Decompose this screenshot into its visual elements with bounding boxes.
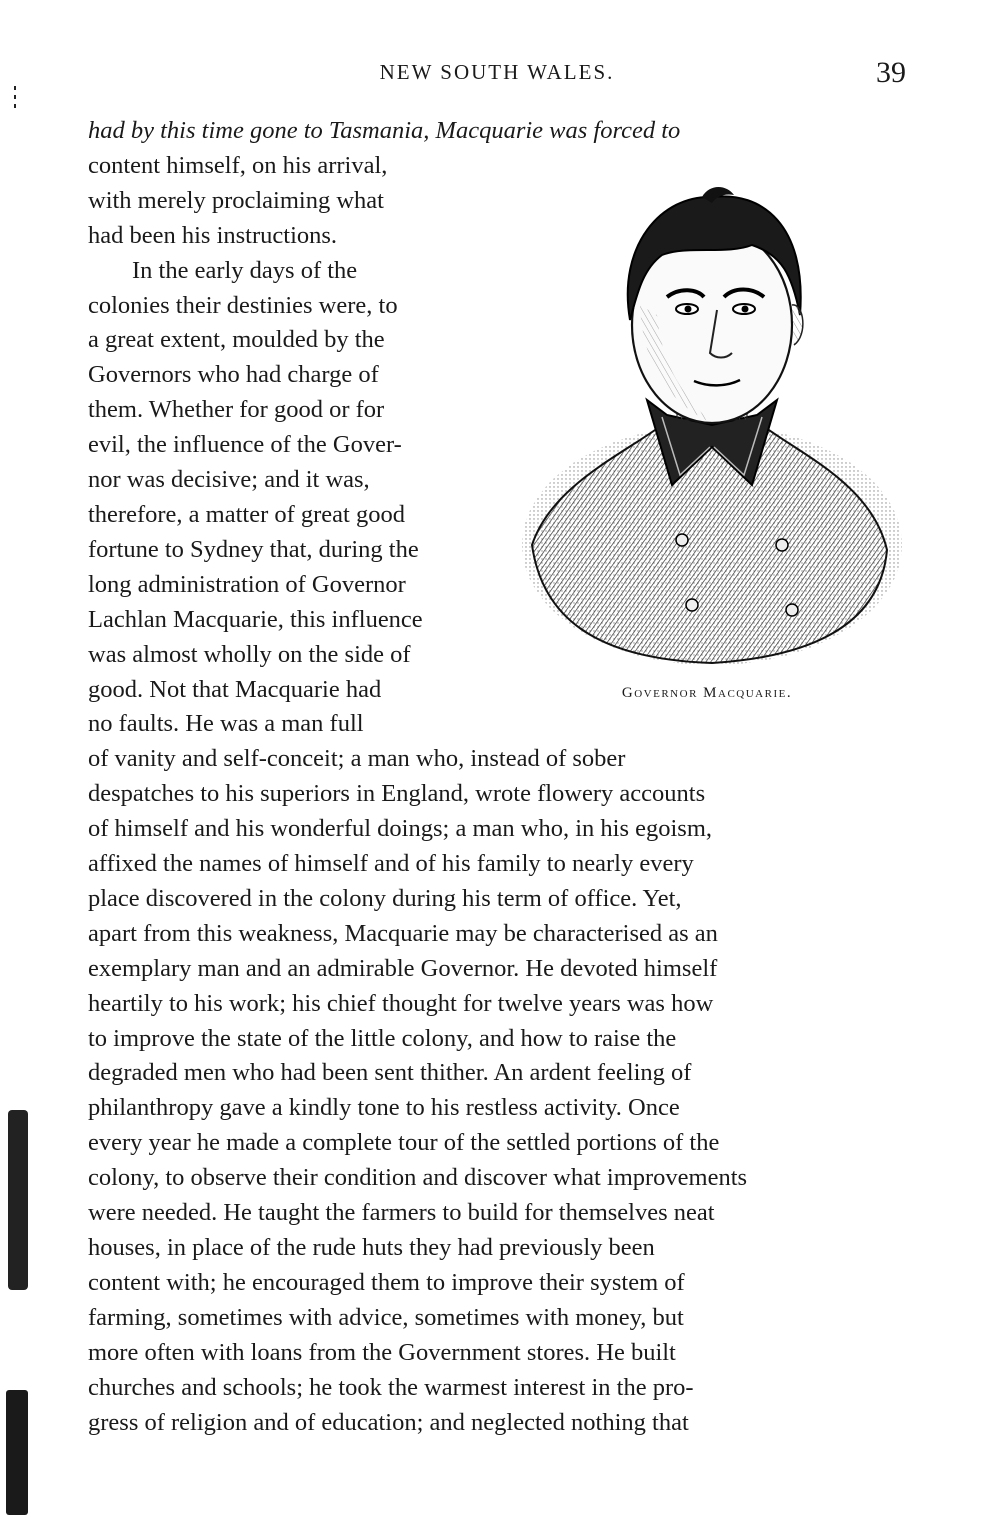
text-line: despatches to his superiors in England, wrote flowery accounts xyxy=(88,780,706,808)
text-line: fortune to Sydney that, during the xyxy=(88,535,419,563)
text-line: had by this time gone to Tasmania, Macquarie was forced to xyxy=(88,117,681,144)
text-line: every year he made a complete tour of the settled portions of the xyxy=(88,1129,720,1157)
page-number: 39 xyxy=(876,56,906,89)
text-line: a great extent, moulded by the xyxy=(88,326,385,354)
figure-caption: Governor Macquarie. xyxy=(621,685,793,701)
text-line: degraded men who had been sent thither. An ardent feeling of xyxy=(88,1059,692,1087)
text-line: of himself and his wonderful doings; a man who, in his egoism, xyxy=(88,815,712,843)
text-line: colonies their destinies were, to xyxy=(88,291,398,319)
coat-button xyxy=(676,534,688,546)
text-line: good. Not that Macquarie had xyxy=(88,675,382,703)
text-line: gress of religion and of education; and neglected nothing that xyxy=(88,1408,689,1436)
text-line: more often with loans from the Government stores. He built xyxy=(88,1338,676,1366)
text-line: Lachlan Macquarie, this influence xyxy=(88,605,423,633)
coat-button xyxy=(786,604,798,616)
text-line: long administration of Governor xyxy=(88,570,406,598)
text-line: houses, in place of the rude huts they had previously been xyxy=(88,1234,655,1261)
text-line: apart from this weakness, Macquarie may be characterised as an xyxy=(88,919,718,947)
text-line: of vanity and self-conceit; a man who, instead of sober xyxy=(88,745,626,773)
margin-tick xyxy=(14,104,16,108)
text-line: colony, to observe their condition and discover what improvements xyxy=(88,1164,748,1192)
text-line: were needed. He taught the farmers to build for themselves neat xyxy=(88,1199,715,1227)
text-line: was almost wholly on the side of xyxy=(88,640,411,668)
portrait-figure xyxy=(512,185,902,715)
text-line: place discovered in the colony during his term of office. Yet, xyxy=(88,884,682,912)
text-line: with merely proclaiming what xyxy=(88,186,384,214)
running-head: NEW SOUTH WALES. xyxy=(379,60,615,84)
text-line: them. Whether for good or for xyxy=(88,396,385,424)
portrait-icon xyxy=(512,185,902,675)
coat-button xyxy=(686,599,698,611)
binding-shadow xyxy=(6,1390,28,1515)
text-line: no faults. He was a man full xyxy=(88,710,364,738)
margin-tick xyxy=(14,86,16,90)
text-line: Governors who had charge of xyxy=(88,361,379,389)
text-line: exemplary man and an admirable Governor. He devoted himself xyxy=(88,954,718,982)
text-line: evil, the influence of the Gover- xyxy=(88,431,402,459)
text-line: to improve the state of the little colony, and how to raise the xyxy=(88,1024,677,1052)
text-line: content with; he encouraged them to improve their system of xyxy=(88,1268,685,1296)
text-line: therefore, a matter of great good xyxy=(88,500,405,528)
text-line: In the early days of the xyxy=(132,256,358,284)
text-line: heartily to his work; his chief thought for twelve years was how xyxy=(88,989,714,1017)
page-header xyxy=(88,56,906,96)
text-line: farming, sometimes with advice, sometimes with money, but xyxy=(88,1303,684,1331)
binding-shadow xyxy=(8,1110,28,1290)
text-line: nor was decisive; and it was, xyxy=(88,466,370,494)
text-line: churches and schools; he took the warmest interest in the pro- xyxy=(88,1373,694,1401)
coat-button xyxy=(776,539,788,551)
text-line: affixed the names of himself and of his family to nearly every xyxy=(88,850,694,878)
text-line: content himself, on his arrival, xyxy=(88,151,388,179)
text-line: had been his instructions. xyxy=(88,221,338,249)
text-line: philanthropy gave a kindly tone to his restless activity. Once xyxy=(88,1094,680,1122)
margin-tick xyxy=(14,95,16,99)
